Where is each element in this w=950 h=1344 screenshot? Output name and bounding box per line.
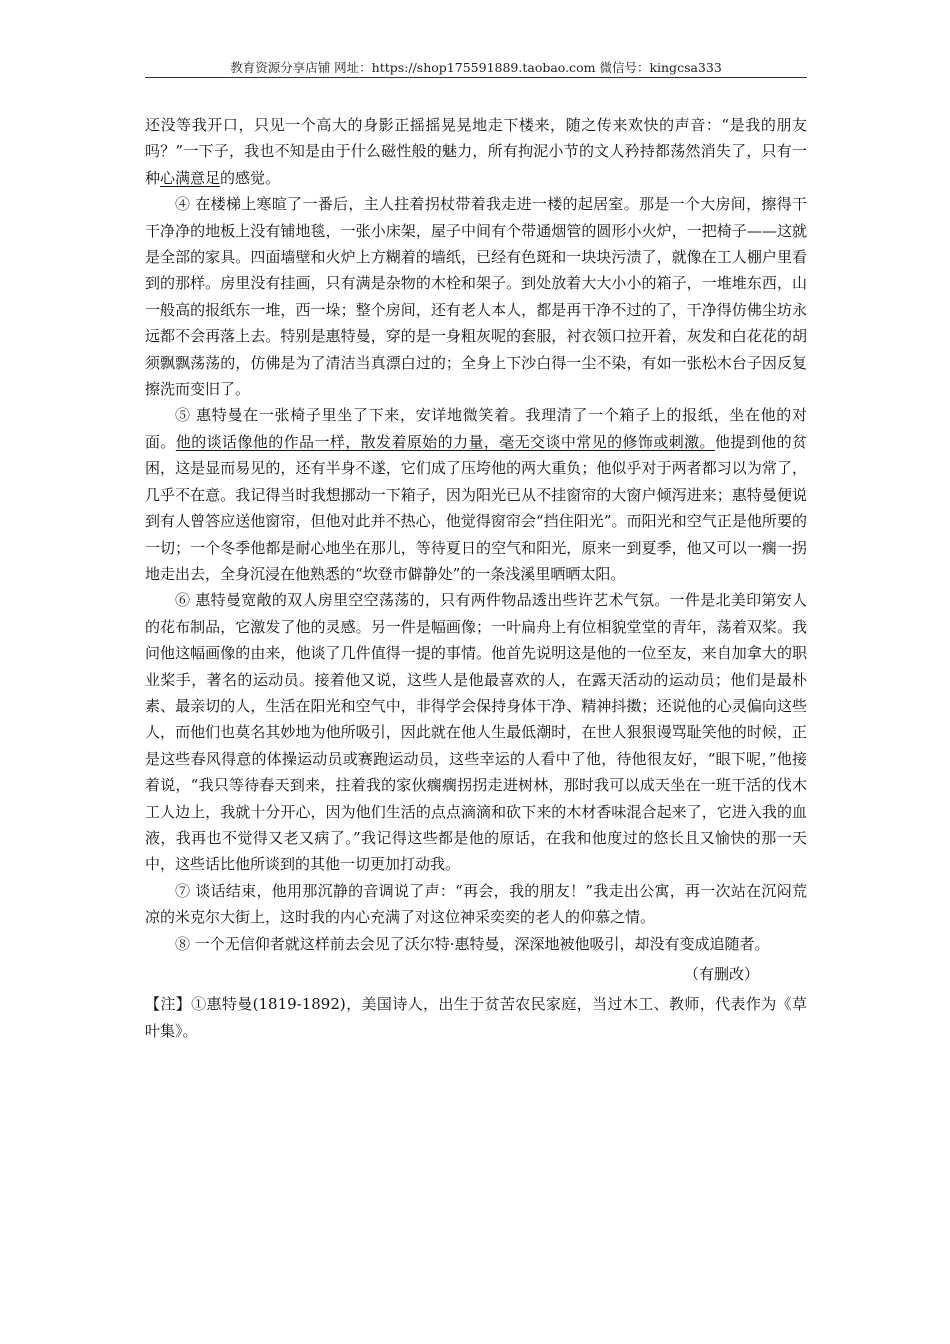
page-header: 教育资源分享店铺 网址：https://shop175591889.taobao.com 微信号：kingcsa333 bbox=[230, 60, 722, 75]
paragraph-6: ⑥ 惠特曼宽敞的双人房里空空荡荡的，只有两件物品透出些许艺术气氛。一件是北美印第安人的花布制品，它激发了他的灵感。另一件是幅画像；一叶扁舟上有位相貌堂堂的青年，荡着双桨。我问他这幅画像的由来，他谈了几件值得一提的事情。他首先说明这是他的一位至友，来自加拿大的职业桨手，著名的运动员。接着他又说，这些人是他最喜欢的人，在露天活动的运动员；他们是最朴素、最亲切的人，生活在阳光和空气中，非得学会保持身体干净、精神抖擞；还说他的心灵偏向这些人，而他们也莫名其妙地为他所吸引，因此就在他人生最低潮时，在世人狠狠谩骂耻笑他的时候，正是这些春风得意的体操运动员或赛跑运动员，这些幸运的人看中了他，待他很友好，“眼下呢，”他接着说，“我只等待春天到来，拄着我的家伙瘸瘸拐拐走进树林，那时我可以成天坐在一班干活的伐木工人边上，我就十分开心，因为他们生活的点点滴滴和砍下来的木材香味混合起来了，它进入我的血液，我再也不觉得又老又病了。”我记得这些都是他的原话，在我和他度过的悠长且又愉快的那一天中，这些话比他所谈到的其他一切更加打动我。 bbox=[145, 591, 807, 874]
paragraph-3-text: 还没等我开口，只见一个高大的身影正摇摇晃晃地走下楼来，随之传来欢快的声音：“是我的朋友吗？”一下子，我也不知是由于什么磁性般的魅力，所有拘泥小节的文人矜持都荡然消失了，只有一种 bbox=[145, 116, 807, 187]
paragraph-5 bbox=[145, 402, 807, 587]
underlined-sentence: 他的谈话像他的作品一样，散发着原始的力量，毫无交谈中常见的修饰或刺激。 bbox=[175, 432, 715, 451]
article-body bbox=[145, 112, 807, 1044]
paragraph-4: ④ 在楼梯上寒暄了一番后，主人拄着拐杖带着我走进一楼的起居室。那是一个大房间，擦得干干净净的地板上没有铺地毯，一张小床架，屋子中间有个带通烟管的圆形小火炉，一把椅子——这就是全部的家具。四面墙壁和火炉上方糊着的墙纸，已经有色斑和一块块污渍了，就像在工人棚户里看到的那样。房里没有挂画，只有满是杂物的木栓和架子。到处放着大大小小的箱子，一堆堆东西，山一般高的报纸东一堆，西一垛；整个房间，还有老人本人，都是再干净不过的了，干净得仿佛尘坊永远都不会再落上去。特别是惠特曼，穿的是一身粗灰呢的套服，衬衣领口拉开着，灰发和白花花的胡须飘飘荡荡的，仿佛是为了清洁当真漂白过的；全身上下沙白得一尘不染，有如一张松木台子因反复擦洗而变旧了。 bbox=[145, 195, 807, 399]
footnote: 【注】①惠特曼(1819-1892)，美国诗人，出生于贫苦农民家庭，当过木工、教师，代表作为《草叶集》。 bbox=[145, 995, 807, 1040]
header-divider bbox=[145, 77, 807, 78]
paragraph-5-rest: 他提到他的贫困，这是显而易见的，还有半身不遂，它们成了压垮他的两大重负；他似乎对于两者都习以为常了，几乎不在意。我记得当时我想挪动一下箱子，因为阳光已从不挂窗帘的大窗户倾泻进来；惠特曼便说到有人曾答应送他窗帘，但他对此并不热心，他觉得窗帘会“挡住阳光”。而阳光和空气正是他所要的一切；一个冬季他都是耐心地坐在那儿，等待夏日的空气和阳光，原来一到夏季，他又可以一瘸一拐地走出去，全身沉浸在他熟悉的“坎登市僻静处”的一条浅溪里晒晒太阳。 bbox=[145, 432, 807, 583]
underlined-phrase: 心满意足 bbox=[160, 168, 221, 187]
paragraph-3-continued bbox=[145, 112, 807, 191]
paragraph-8: ⑧ 一个无信仰者就这样前去会见了沃尔特·惠特曼，深深地被他吸引，却没有变成追随者。 bbox=[175, 934, 770, 953]
paragraph-5-text: ⑤ 惠特曼在一张椅子里坐了下来，安详地微笑着。我理清了一个箱子上的报纸，坐在他的对面。 bbox=[145, 406, 807, 451]
source-note: （有删改） bbox=[683, 965, 759, 983]
paragraph-7: ⑦ 谈话结束，他用那沉静的音调说了声：“再会，我的朋友！”我走出公寓，再一次站在沉闷荒凉的米克尔大街上，这时我的内心充满了对这位神采奕奕的老人的仰慕之情。 bbox=[145, 881, 807, 927]
paragraph-3-end: 的感觉。 bbox=[220, 168, 281, 187]
